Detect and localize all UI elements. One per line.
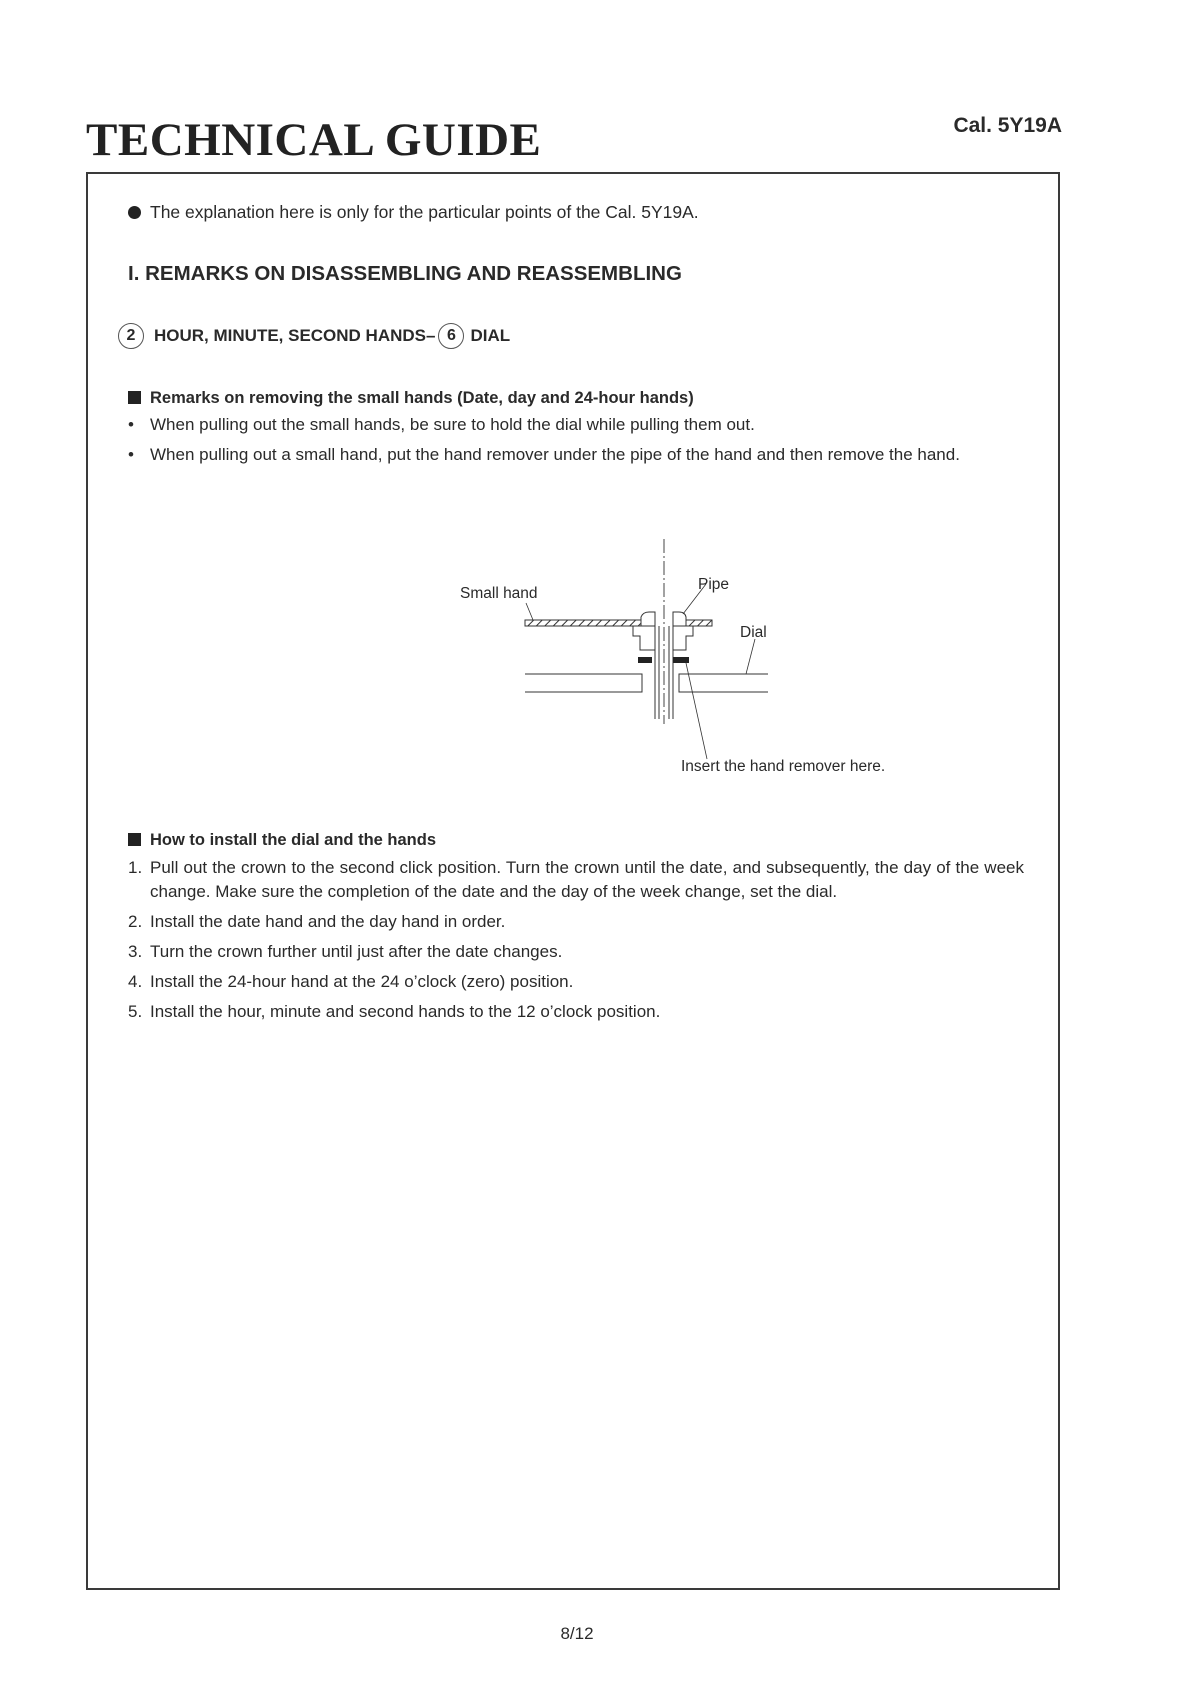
content-frame bbox=[86, 172, 1060, 1590]
step-text: Pull out the crown to the second click position. Turn the crown until the date, and subsequently, the day of the week change. Make sure the completion of the date and the day of the week change, set the dial. bbox=[150, 858, 1024, 901]
list-item bbox=[128, 413, 1030, 437]
label-pipe: Pipe bbox=[698, 576, 730, 593]
step-number: 4. bbox=[128, 972, 143, 991]
sub-heading bbox=[118, 323, 510, 349]
list-item-text: When pulling out a small hand, put the hand remover under the pipe of the hand and then remove the hand. bbox=[150, 445, 960, 464]
bullet-mark: • bbox=[128, 445, 134, 464]
step-number: 1. bbox=[128, 858, 143, 877]
step-item bbox=[128, 910, 1024, 934]
square-bullet-icon bbox=[128, 833, 141, 846]
step-item bbox=[128, 1000, 1024, 1024]
hand-removal-diagram bbox=[368, 539, 928, 789]
label-small-hand: Small hand bbox=[460, 585, 538, 602]
step-text: Turn the crown further until just after the date changes. bbox=[150, 942, 563, 961]
install-steps bbox=[128, 856, 1024, 1030]
document-title: TECHNICAL GUIDE bbox=[86, 114, 542, 166]
square-bullet-icon bbox=[128, 391, 141, 404]
dial-plate-right bbox=[679, 674, 768, 692]
step-item bbox=[128, 856, 1024, 904]
sub-heading-end-text: DIAL bbox=[470, 326, 511, 345]
step-item bbox=[128, 940, 1024, 964]
label-insert-remover: Insert the hand remover here. bbox=[681, 758, 886, 775]
pipe-cap-left bbox=[641, 612, 655, 626]
step-item bbox=[128, 970, 1024, 994]
removal-heading-text: Remarks on removing the small hands (Date, day and 24-hour hands) bbox=[150, 389, 694, 407]
removal-heading bbox=[128, 386, 694, 410]
install-heading bbox=[128, 828, 436, 852]
intro-text: The explanation here is only for the particular points of the Cal. 5Y19A. bbox=[150, 202, 699, 222]
washer-right bbox=[673, 657, 689, 663]
small-hand-leader bbox=[526, 603, 533, 620]
dial-plate-left bbox=[525, 674, 642, 692]
washer-left bbox=[638, 657, 652, 663]
small-hand-right bbox=[686, 620, 712, 626]
diagram-drawing bbox=[368, 539, 928, 789]
caliber-label: Cal. 5Y19A bbox=[953, 114, 1062, 137]
insert-leader bbox=[686, 663, 707, 759]
install-heading-text: How to install the dial and the hands bbox=[150, 831, 437, 849]
small-hand-shape bbox=[525, 620, 641, 626]
step-text: Install the date hand and the day hand in order. bbox=[150, 912, 506, 931]
step-number: 3. bbox=[128, 942, 143, 961]
circled-number-start: 2 bbox=[118, 323, 144, 349]
page-number: 8/12 bbox=[560, 1624, 594, 1643]
section-heading: I. REMARKS ON DISASSEMBLING AND REASSEMBLING bbox=[128, 262, 682, 285]
pipe-body-left bbox=[633, 626, 655, 650]
pipe-body-right bbox=[673, 626, 693, 650]
pipe-cap-right bbox=[673, 612, 686, 626]
step-text: Install the 24-hour hand at the 24 o’clock (zero) position. bbox=[150, 972, 574, 991]
list-item-text: When pulling out the small hands, be sure to hold the dial while pulling them out. bbox=[150, 415, 755, 434]
dial-leader bbox=[746, 639, 755, 674]
step-number: 2. bbox=[128, 912, 143, 931]
circled-number-end: 6 bbox=[438, 323, 464, 349]
bullet-dot-icon bbox=[128, 206, 141, 219]
removal-list bbox=[128, 413, 1030, 473]
step-text: Install the hour, minute and second hands to the 12 o’clock position. bbox=[150, 1002, 661, 1021]
bullet-mark: • bbox=[128, 415, 134, 434]
step-number: 5. bbox=[128, 1002, 143, 1021]
label-dial: Dial bbox=[740, 624, 767, 641]
sub-heading-text: HOUR, MINUTE, SECOND HANDS– bbox=[154, 326, 436, 345]
intro-note bbox=[128, 200, 699, 224]
list-item bbox=[128, 443, 1030, 467]
